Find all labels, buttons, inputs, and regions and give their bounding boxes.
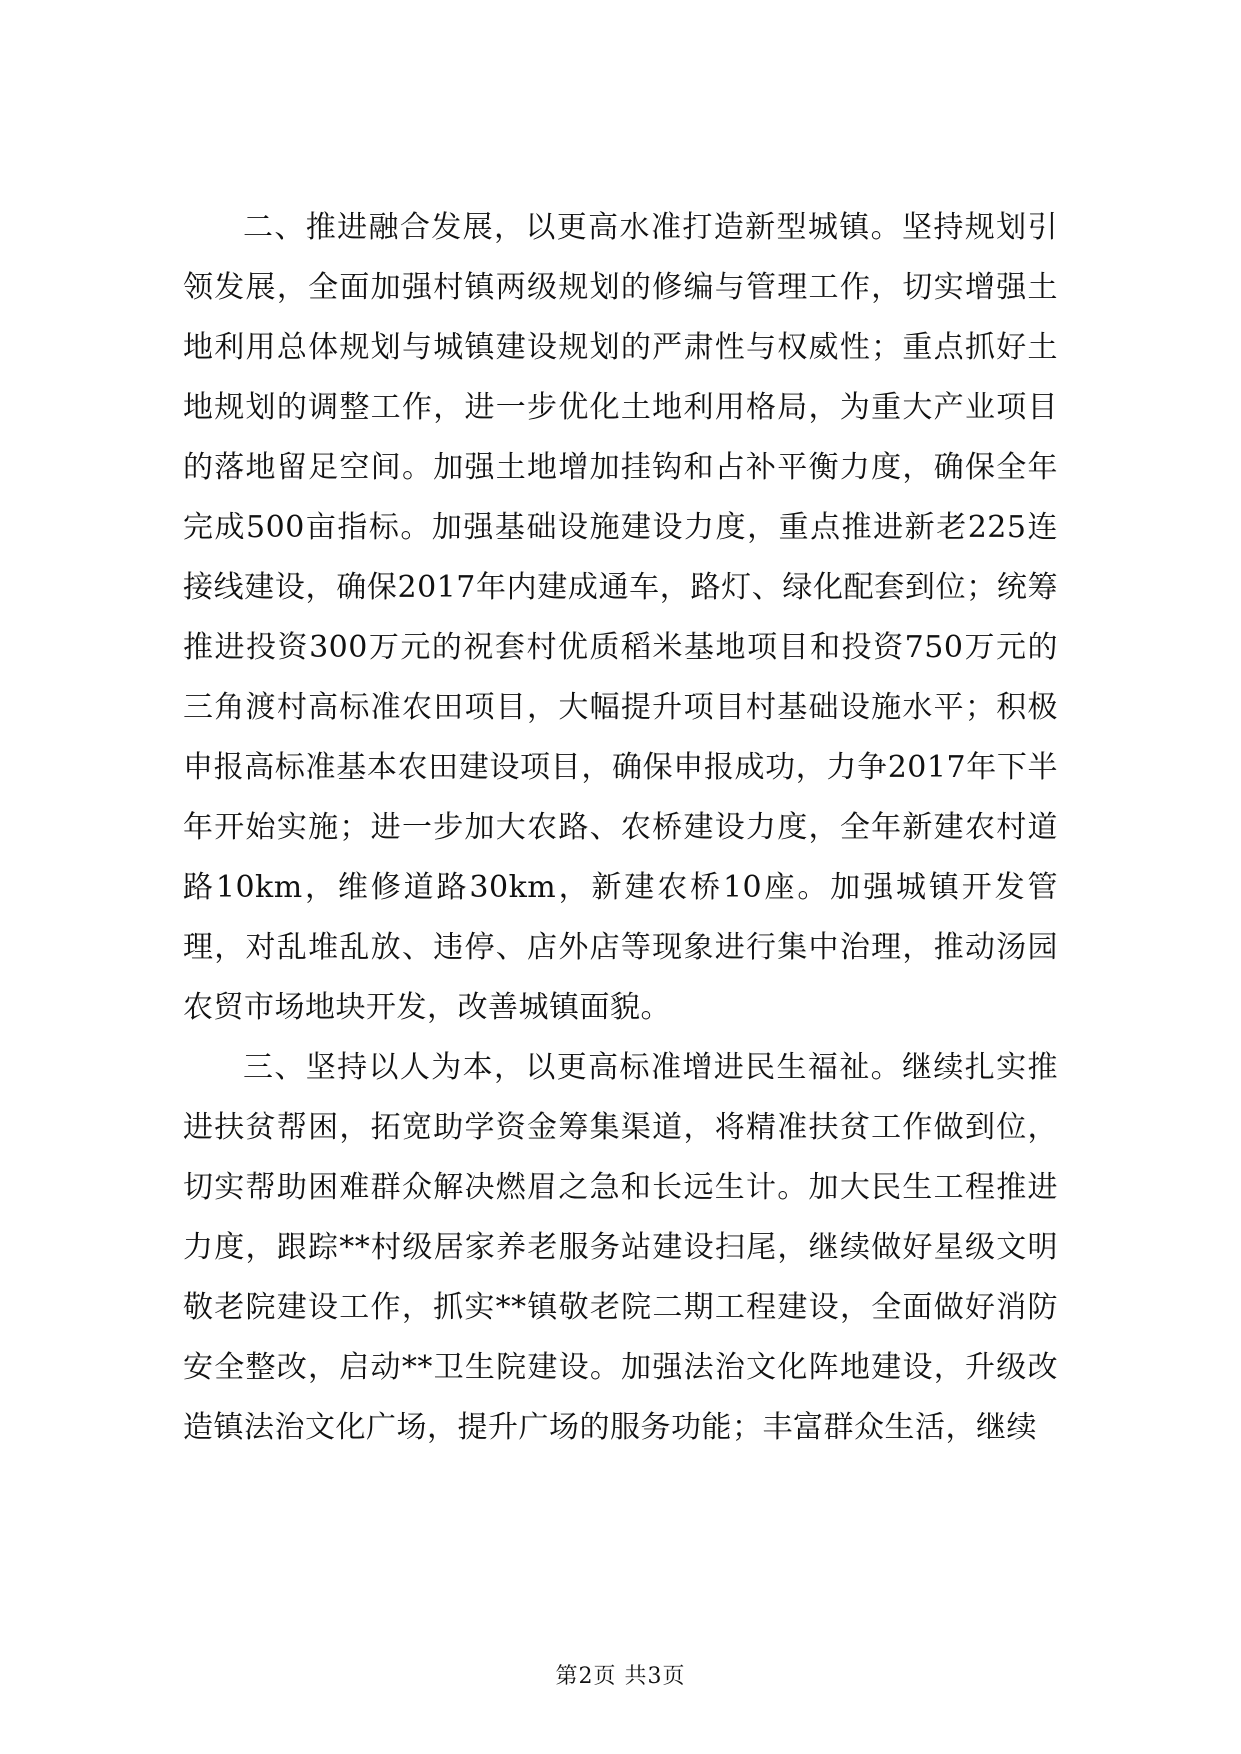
page-number-footer: 第2页 共3页 (555, 1664, 686, 1689)
paragraph-urban-development: 二、推进融合发展，以更高水准打造新型城镇。坚持规划引领发展，全面加强村镇两级规划的修编与管理工作，切实增强土地利用总体规划与城镇建设规划的严肃性与权威性；重点抓好土地规划的调整工作，进一步优化土地利用格局，为重大产业项目的落地留足空间。加强土地增加挂钩和占补平衡力度，确保全年完成500亩指标。加强基础设施建设力度，重点推进新老225连接线建设，确保2017年内建成通车，路灯、绿化配套到位；统筹推进投资300万元的祝套村优质稻米基地项目和投资750万元的三角渡村高标准农田项目，大幅提升项目村基础设施水平；积极申报高标准基本农田建设项目，确保申报成功，力争2017年下半年开始实施；进一步加大农路、农桥建设力度，全年新建农村道路10km，维修道路30km，新建农桥10座。加强城镇开发管理，对乱堆乱放、违停、店外店等现象进行集中治理，推动汤园农贸市场地块开发，改善城镇面貌。 (183, 210, 1058, 1025)
paragraph-people-livelihood: 三、坚持以人为本，以更高标准增进民生福祉。继续扎实推进扶贫帮困，拓宽助学资金筹集渠道，将精准扶贫工作做到位，切实帮助困难群众解决燃眉之急和长远生计。加大民生工程推进力度，跟踪**村级居家养老服务站建设扫尾，继续做好星级文明敬老院建设工作，抓实**镇敬老院二期工程建设，全面做好消防安全整改，启动**卫生院建设。加强法治文化阵地建设，升级改造镇法治文化广场，提升广场的服务功能；丰富群众生活，继续 (183, 1050, 1058, 1445)
document-body (183, 198, 1058, 1458)
